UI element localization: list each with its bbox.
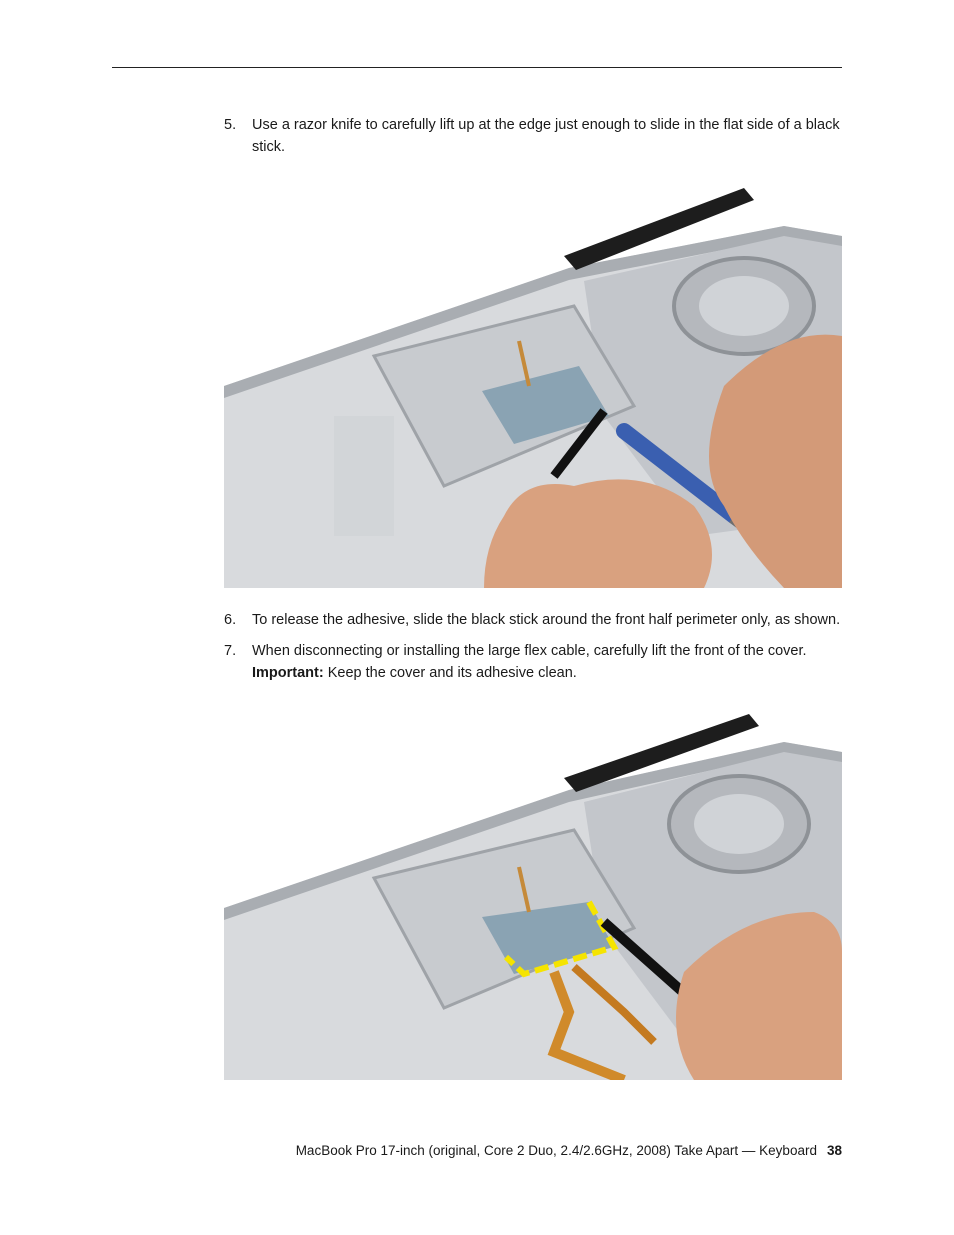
important-text: Keep the cover and its adhesive clean. bbox=[323, 665, 577, 681]
header-rule bbox=[112, 67, 842, 68]
page-number: 38 bbox=[826, 1143, 842, 1158]
step-text: To release the adhesive, slide the black stick around the front half perimeter only, as shown. bbox=[252, 612, 841, 628]
footer-title: MacBook Pro 17-inch (original, Core 2 Duo, 2.4/2.6GHz, 2008) Take Apart — Keyboard bbox=[295, 1143, 817, 1158]
step-number: 7. bbox=[224, 643, 237, 659]
page-footer bbox=[296, 1141, 842, 1161]
step-5 bbox=[224, 114, 844, 158]
photo-razor-knife-lift bbox=[224, 186, 842, 588]
step-number: 5. bbox=[224, 117, 237, 133]
important-label: Important: bbox=[252, 665, 324, 681]
photo-illustration-1 bbox=[224, 186, 842, 588]
photo-illustration-2 bbox=[224, 712, 842, 1080]
step-number: 6. bbox=[224, 612, 237, 628]
step-text: When disconnecting or installing the large flex cable, carefully lift the front of the cover. bbox=[252, 643, 807, 659]
step-7 bbox=[224, 640, 844, 684]
photo-flex-cable-lift bbox=[224, 712, 842, 1080]
step-6 bbox=[224, 609, 844, 631]
step-text: Use a razor knife to carefully lift up at the edge just enough to slide in the flat side of a black stick. bbox=[252, 117, 840, 155]
